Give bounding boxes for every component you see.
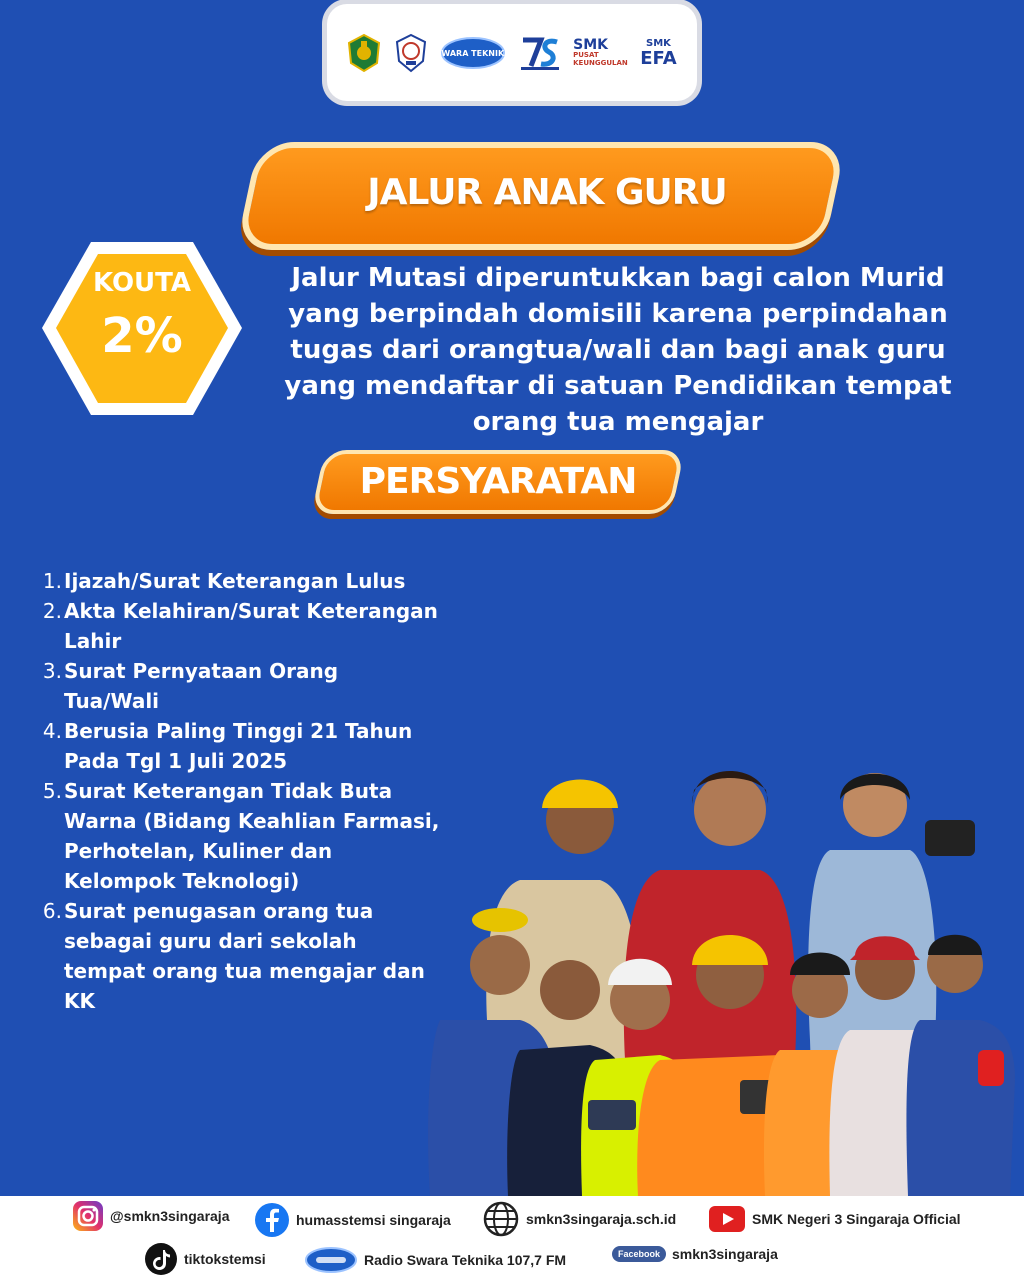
list-item xyxy=(40,596,440,656)
smk-efa-logo xyxy=(640,38,676,68)
list-item xyxy=(40,896,440,1016)
fanpage-link[interactable] xyxy=(612,1246,778,1262)
fanpage-handle: smkn3singaraja xyxy=(672,1246,778,1262)
quota-label: KOUTA xyxy=(92,268,192,298)
tiktok-icon xyxy=(144,1242,178,1276)
requirements-list xyxy=(40,566,440,1016)
youtube-icon xyxy=(708,1202,746,1236)
youtube-channel: SMK Negeri 3 Singaraja Official xyxy=(752,1211,961,1227)
list-number: 2. xyxy=(42,599,62,623)
facebook-link[interactable] xyxy=(254,1202,451,1238)
instagram-icon xyxy=(72,1200,104,1232)
swara-teknika-logo xyxy=(435,36,511,70)
description-text: Jalur Mutasi diperuntukkan bagi calon Murid yang berpindah domisili karena perpindahan tugas dari orangtua/wali dan bagi anak guru yang mendaftar di satuan Pendidikan tempat orang tua mengajar xyxy=(284,263,952,437)
logo-bar xyxy=(327,4,697,101)
fanpage-badge: Facebook xyxy=(618,1249,661,1259)
list-text: Akta Kelahiran/Surat Keterangan Lahir xyxy=(64,599,438,653)
youtube-link[interactable] xyxy=(708,1202,961,1236)
instagram-handle: @smkn3singaraja xyxy=(110,1208,230,1224)
tiktok-link[interactable] xyxy=(144,1242,266,1276)
quota-value: 2% xyxy=(101,308,183,364)
facebook-icon xyxy=(254,1202,290,1238)
list-number: 3. xyxy=(42,659,62,683)
anniversary-75-logo xyxy=(519,34,561,72)
list-item xyxy=(40,716,440,776)
smk-efa-name: EFA xyxy=(640,47,677,69)
list-number: 5. xyxy=(42,779,62,803)
list-text: Surat Pernyataan Orang Tua/Wali xyxy=(64,659,339,713)
school-emblem-logo xyxy=(394,33,428,73)
radio-logo-icon xyxy=(304,1246,358,1274)
swara-teknika-text: SWARA TEKNIKA xyxy=(435,48,511,58)
list-number: 1. xyxy=(42,569,62,593)
list-item xyxy=(40,776,440,896)
list-number: 6. xyxy=(42,899,62,923)
facebook-handle: humasstemsi singaraja xyxy=(296,1212,451,1228)
list-number: 4. xyxy=(42,719,62,743)
website-url: smkn3singaraja.sch.id xyxy=(526,1211,677,1227)
list-text: Surat penugasan orang tua sebagai guru dari sekolah tempat orang tua mengajar dan KK xyxy=(64,899,425,1013)
smk-pusat-text: SMK xyxy=(573,36,608,53)
list-text: Berusia Paling Tinggi 21 Tahun Pada Tgl 1 Juli 2025 xyxy=(64,719,413,773)
smk-efa-top: SMK xyxy=(646,37,671,49)
smk-keunggulan-sub: KEUNGGULAN xyxy=(573,58,628,67)
list-text: Ijazah/Surat Keterangan Lulus xyxy=(64,569,406,593)
radio-link[interactable] xyxy=(304,1246,566,1274)
page-title: JALUR ANAK GURU xyxy=(367,171,727,213)
radio-name: Radio Swara Teknika 107,7 FM xyxy=(364,1252,567,1268)
pemda-logo xyxy=(347,33,381,73)
list-item xyxy=(40,656,440,716)
students-group-photo xyxy=(430,760,1020,1196)
instagram-link[interactable] xyxy=(72,1200,230,1232)
facebook-fanpage-icon xyxy=(612,1246,666,1262)
list-item xyxy=(40,566,440,596)
list-text: Surat Keterangan Tidak Buta Warna (Bidang Keahlian Farmasi, Perhotelan, Kuliner dan Kelompok Teknologi) xyxy=(64,779,440,893)
requirements-title: PERSYARATAN xyxy=(359,460,637,502)
website-link[interactable] xyxy=(482,1200,676,1238)
smk-pusat-keunggulan-logo xyxy=(573,36,628,67)
footer xyxy=(0,1196,1024,1280)
smk-pusat-sub: PUSAT xyxy=(573,50,599,59)
globe-icon xyxy=(482,1200,520,1238)
tiktok-handle: tiktokstemsi xyxy=(184,1251,266,1267)
